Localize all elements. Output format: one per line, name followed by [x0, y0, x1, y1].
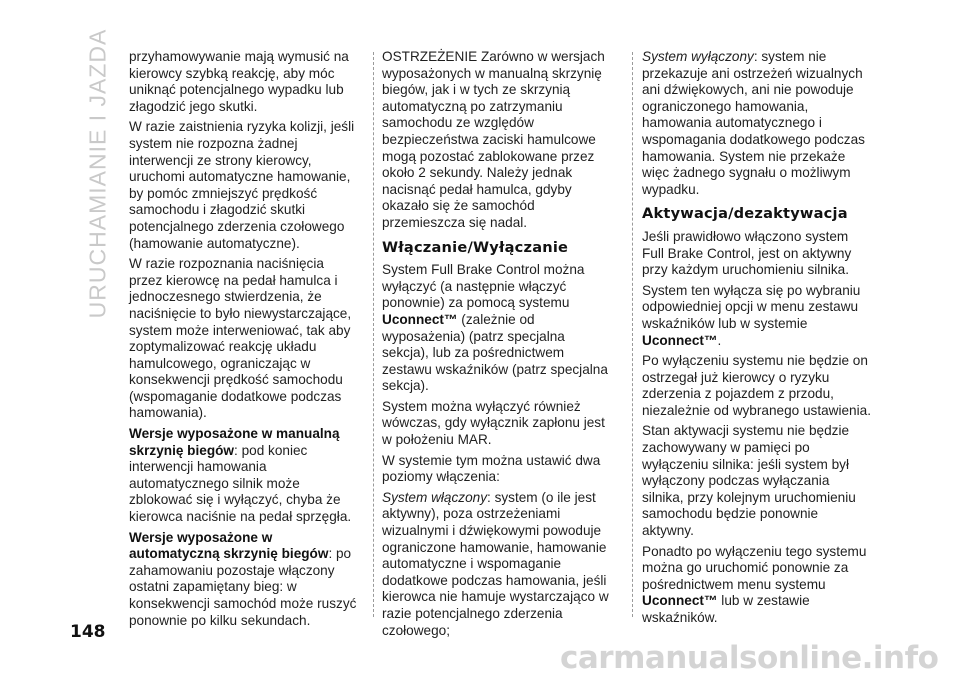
text-column-3	[642, 49, 872, 631]
paragraph-text: : po zahamowaniu pozostaje włączony ostatni zapamiętany bieg: w konsekwencji samochód może ruszyć ponownie po kilku sekundach.	[129, 546, 357, 628]
bold-term: Uconnect™	[382, 311, 458, 327]
paragraph: Stan aktywacji systemu nie będzie zachowywany w pamięci po wyłączeniu silnika: jeśli system był wyłączony podczas wyłączania silnika, przy kolejnym uruchomieniu samochodu będzie ponownie aktywny.	[642, 423, 856, 539]
section-heading: Aktywacja/dezaktywacja	[642, 205, 848, 223]
paragraph: Jeśli prawidłowo włączono system Full Brake Control, jest on aktywny przy każdym uruchomieniu silnika.	[642, 228, 852, 278]
text-column-1	[129, 49, 359, 633]
paragraph: W systemie tym można ustawić dwa poziomy włączenia:	[382, 452, 601, 485]
warning-paragraph: OSTRZEŻENIE Zarówno w wersjach wyposażonych w manualną skrzynię biegów, jak i w tych ze skrzynią automatyczną po zatrzymaniu samochodu ze względów bezpieczeństwa zaciski hamulcowe mogą pozostać zablokowane przez około 2 sekundy. Należy jednak nacisnąć pedał hamulca, gdyby okazało się że samochód przemieszcza się nadal.	[382, 49, 605, 230]
paragraph-text: (zależnie od wyposażenia) (patrz specjalna sekcja), lub za pośrednictwem zestawu wskaźników (patrz specjalna sekcja).	[382, 311, 608, 394]
italic-term: System wyłączony	[642, 49, 754, 64]
column-divider-1	[373, 52, 374, 617]
paragraph-text: .	[717, 332, 722, 348]
paragraph-text: System Full Brake Control można wyłączyć (a następnie włączyć ponownie) za pomocą systemu	[382, 262, 585, 311]
paragraph	[642, 283, 872, 349]
paragraph: Po wyłączeniu systemu nie będzie on ostrzegał już kierowcy o ryzyku zderzenia z pojazdem z przodu, niezależnie od wybranego ustawienia.	[642, 353, 871, 418]
bold-term: Wersje wyposażone w manualną skrzynię biegów	[129, 426, 340, 458]
paragraph-text: : system (o ile jest aktywny), poza ostrzeżeniami wizualnymi i dźwiękowymi powoduje ograniczone hamowanie, hamowanie automatyczne i wspomaganie dodatkowe podczas hamowania, jeśli kierowca nie hamuje wystarczająco w razie potencjalnego zderzenia czołowego;	[382, 489, 609, 638]
column-divider-2	[632, 52, 633, 617]
paragraph-text: : system nie przekazuje ani ostrzeżeń wizualnych ani dźwiękowych, ani nie powoduje ograniczonego hamowania, hamowania automatycznego i wspomagania dodatkowego podczas hamowania. System nie przekaże więc żadnego sygnału o możliwym wypadku.	[642, 49, 865, 197]
watermark: carmanualsonline.info	[560, 640, 939, 676]
paragraph	[129, 530, 359, 630]
paragraph: W razie rozpoznania naciśnięcia przez kierowcę na pedał hamulca i jednoczesnego stwierdzenia, że naciśnięcie to było niewystarczające, system może interweniować, tak aby zoptymalizować reakcję układu hamulcowego, ograniczając w konsekwencji prędkość samochodu (wspomaganie dodatkowe podczas hamowania).	[129, 256, 352, 421]
paragraph	[382, 262, 612, 395]
italic-term: System włączony	[382, 489, 488, 505]
bold-term: Wersje wyposażone w automatyczną skrzynię biegów	[129, 529, 329, 562]
paragraph: System można wyłączyć również wówczas, gdy wyłącznik zapłonu jest w położeniu MAR.	[382, 398, 605, 448]
paragraph-text: System ten wyłącza się po wybraniu odpowiedniej opcji w menu zestawu wskaźników lub w systemie	[642, 282, 861, 331]
paragraph	[642, 49, 872, 198]
paragraph: przyhamowywanie mają wymusić na kierowcy szybką reakcję, aby móc uniknąć potencjalnego wypadku lub złagodzić jego skutki.	[129, 49, 349, 114]
bold-term: Uconnect™	[642, 332, 718, 348]
paragraph: W razie zaistnienia ryzyka kolizji, jeśli system nie rozpozna żadnej interwencji ze strony kierowcy, uruchomi automatyczne hamowanie, by pomóc zmniejszyć prędkość samochodu i złagodzić skutki potencjalnego zderzenia czołowego (hamowanie automatyczne).	[129, 119, 355, 251]
page-number: 148	[70, 622, 106, 642]
paragraph	[642, 544, 872, 627]
paragraph	[129, 426, 359, 526]
bold-term: Uconnect™	[642, 593, 718, 609]
paragraph-text: : pod koniec interwencji hamowania automatycznego silnik może zblokować się i wyłączyć, chyba że kierowca naciśnie na pedał sprzęgła.	[129, 442, 352, 525]
section-heading: Włączanie/Wyłączanie	[382, 238, 569, 256]
text-column-2	[382, 49, 612, 643]
paragraph-text: lub w zestawie wskaźników.	[642, 593, 810, 625]
chapter-title: URUCHAMIANIE I JAZDA	[84, 28, 111, 318]
chapter-side-tab	[78, 28, 118, 318]
paragraph	[382, 490, 612, 639]
paragraph-text: Ponadto po wyłączeniu tego systemu można go uruchomić ponownie za pośrednictwem menu systemu	[642, 543, 867, 592]
